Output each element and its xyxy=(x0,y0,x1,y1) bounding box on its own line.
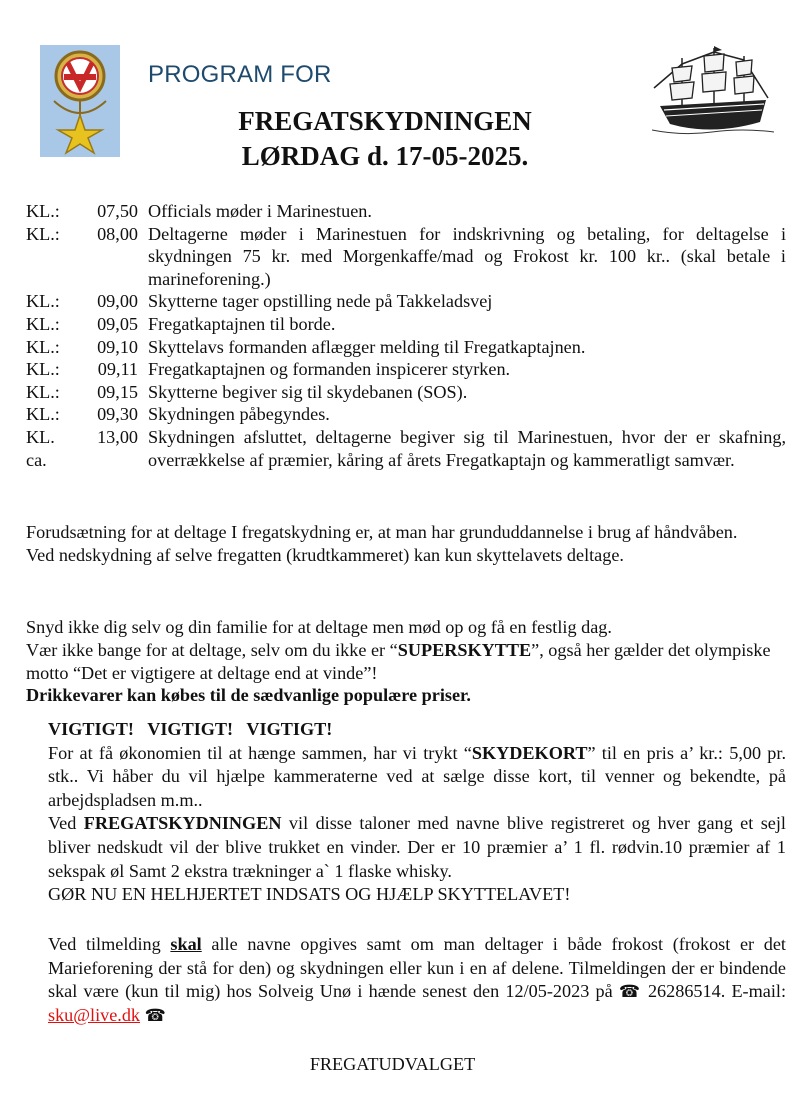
schedule-text: Fregatkaptajnen og formanden inspicerer styrken. xyxy=(148,359,511,380)
schedule-kl: KL.: xyxy=(26,336,60,357)
program-for-label: PROGRAM FOR xyxy=(148,61,332,88)
schedule-time: 13,00 xyxy=(97,426,138,447)
schedule-row xyxy=(26,358,786,381)
schedule-kl: KL.: xyxy=(26,313,60,334)
schedule-time: 08,00 xyxy=(97,223,138,244)
text-span: vil disse taloner med navne blive registreret og hver gang et sejl bliver nedskudt vil der blive trukket en vinder. Der er 10 præmier a’ 1 fl. rødvin.10 præmier af 1 sekspak øl Samt 2 ekstra trækninger a` 1 flaske whisky. xyxy=(48,813,786,881)
text-span: For at få økonomien til at hænge sammen, har vi trykt “ xyxy=(48,742,472,763)
requirements-line: Forudsætning for at deltage I fregatskydning er, at man har grunduddannelse i brug af håndvåben. xyxy=(26,522,738,542)
schedule-time: 09,11 xyxy=(97,359,138,380)
schedule-time: 07,50 xyxy=(97,201,138,221)
event-date: LØRDAG d. 17-05-2025. xyxy=(241,141,529,171)
event-title: FREGATSKYDNINGEN xyxy=(238,106,532,136)
invitation-line xyxy=(26,639,786,685)
telephone-icon: ☎ xyxy=(618,982,642,1002)
drinks-notice: Drikkevarer kan købes til de sædvanlige populære priser. xyxy=(26,685,471,706)
schedule-kl: KL.: xyxy=(26,359,60,380)
schedule-kl: KL.: xyxy=(26,223,60,244)
schedule-time: 09,00 xyxy=(97,291,138,312)
schedule-text: Skydningen påbegyndes. xyxy=(148,404,330,425)
fregatskydningen-bold: FREGATSKYDNINGEN xyxy=(83,813,282,834)
schedule-row xyxy=(26,381,786,404)
schedule-kl: KL.: xyxy=(26,201,60,221)
schedule-text: Skyttelavs formanden aflægger melding til Fregatkaptajnen. xyxy=(148,336,586,357)
schedule-row xyxy=(26,403,786,426)
important-section xyxy=(48,718,786,907)
prize-text xyxy=(48,812,786,883)
text-span: ”, også her gælder det olympiske motto “Det er vigtigere at deltage end at vinde”! xyxy=(26,639,771,683)
schedule-kl: KL.: xyxy=(26,291,60,312)
skydekort-bold: SKYDEKORT xyxy=(471,742,588,763)
schedule-time: 09,05 xyxy=(97,313,138,334)
schedule-text: Skydningen afsluttet, deltagerne begiver sig til Marinestuen, hvor der er skafning, overrækkelse af præmier, kåring af årets Fregatkaptajn og kammeratligt samvær. xyxy=(148,426,786,470)
schedule-text: Skytterne begiver sig til skydebanen (SOS). xyxy=(148,381,468,402)
schedule-row xyxy=(26,313,786,336)
text-span: Vær ikke bange for at deltage, selv om du ikke er “ xyxy=(26,639,398,660)
schedule-row xyxy=(26,223,786,291)
schedule-row xyxy=(26,290,786,313)
phone-number: 26286514. E-mail: xyxy=(641,981,786,1002)
invitation-paragraph xyxy=(26,616,786,707)
schedule-text: Officials møder i Marinestuen. xyxy=(148,201,372,221)
skydekort-text xyxy=(48,742,786,813)
schedule-row xyxy=(26,200,786,223)
text-span: alle navne opgives samt om man deltager i både frokost (frokost er det Marieforening der stå for den) og skydningen eller kun i en af delene. Tilmeldingen der er bindende skal være (kun til mig) hos Solveig Unø i hænde senest den 12/05-2023 på xyxy=(48,934,786,1002)
schedule-time: 09,30 xyxy=(97,404,138,425)
email-link[interactable]: sku@live.dk xyxy=(48,1004,141,1025)
requirements-paragraph xyxy=(26,521,786,567)
text-span: ” til en pris a’ kr.: 5,00 pr. stk.. Vi håber du vil hjælpe kammeraterne ved at sælge disse kort, til venner og bekendte, på arbejdspladsen m.m.. xyxy=(48,742,786,810)
schedule-row xyxy=(26,426,786,471)
schedule-kl: KL.: xyxy=(26,381,60,402)
text-span: Ved tilmelding xyxy=(48,934,171,954)
superskytte-bold: SUPERSKYTTE xyxy=(397,639,532,660)
telephone-icon: ☎ xyxy=(144,1005,166,1025)
schedule-text: Deltagerne møder i Marinestuen for indskrivning og betaling, for deltagelse i skydningen 75 kr. med Morgenkaffe/mad og Frokost kr. 100 kr.. (skal betale i marineforening.) xyxy=(148,223,786,289)
schedule-kl: KL. ca. xyxy=(26,426,55,470)
schedule-time: 09,15 xyxy=(97,381,138,402)
requirements-line: Ved nedskydning af selve fregatten (krudtkammeret) kan kun skyttelavets deltage. xyxy=(26,544,624,565)
schedule-list xyxy=(26,200,786,471)
text-span: Ved xyxy=(48,813,84,834)
important-heading: VIGTIGT! VIGTIGT! VIGTIGT! xyxy=(48,719,333,739)
schedule-row xyxy=(26,336,786,359)
schedule-text: Skytterne tager opstilling nede på Takkeladsvej xyxy=(148,291,493,312)
schedule-kl: KL.: xyxy=(26,404,60,425)
schedule-text: Fregatkaptajnen til borde. xyxy=(148,313,336,334)
invitation-line: Snyd ikke dig selv og din familie for at deltage men mød op og få en festlig dag. xyxy=(26,617,612,637)
schedule-time: 09,10 xyxy=(97,336,138,357)
call-to-action: GØR NU EN HELHJERTET INDSATS OG HJÆLP SKYTTELAVET! xyxy=(48,884,571,905)
committee-signature: FREGATUDVALGET xyxy=(309,1054,476,1074)
signup-paragraph xyxy=(48,933,786,1027)
skal-underlined: skal xyxy=(170,934,202,954)
